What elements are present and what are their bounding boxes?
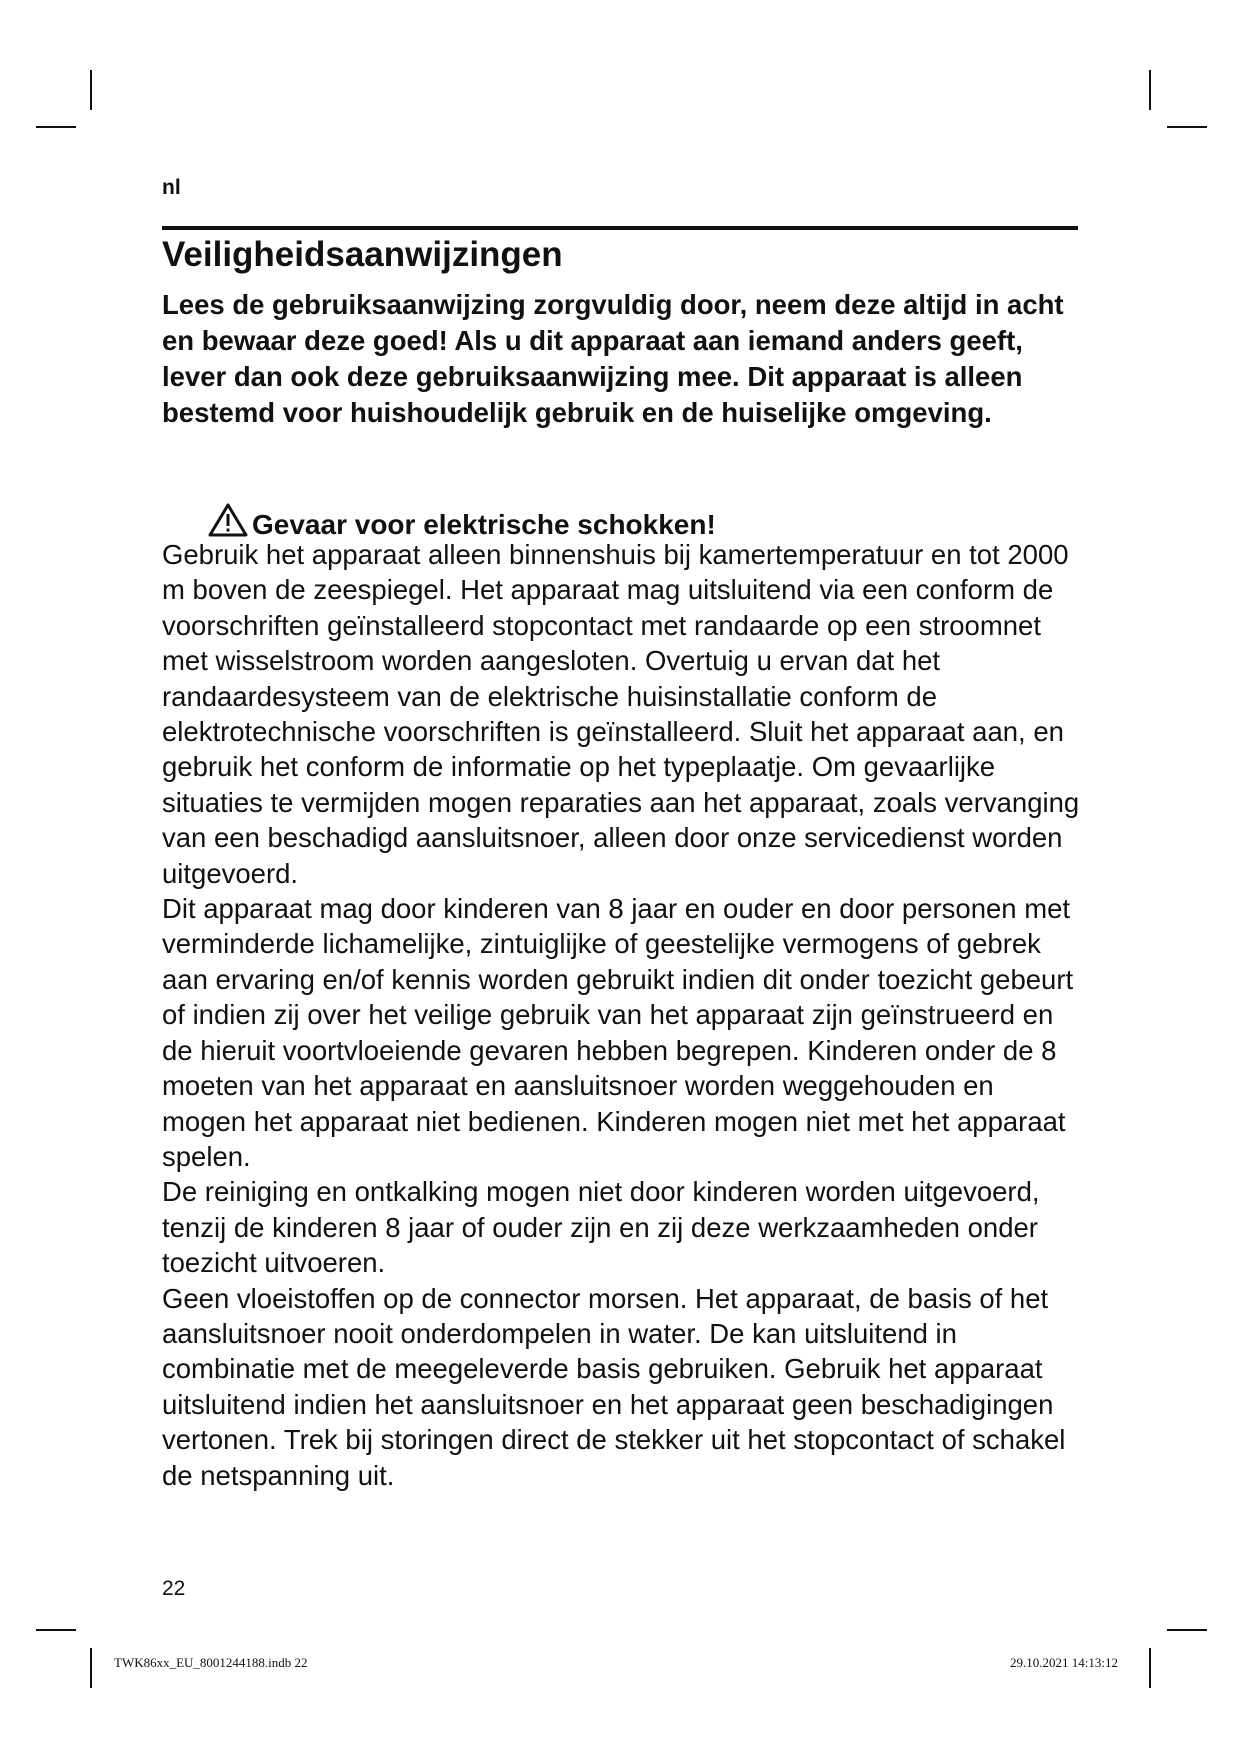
crop-mark-bottom-right-horizontal [1167,1629,1207,1631]
crop-mark-top-left-vertical [90,70,92,110]
crop-mark-bottom-left-vertical [90,1648,92,1688]
paragraph-liquids: Geen vloeistoffen op de connector morsen. Het apparaat, de basis of het aansluitsnoer nooit onderdompelen in water. De kan uitsluitend in combinatie met de meegeleverde basis gebruiken. Gebruik het apparaat uitsluitend indien het aansluitsnoer en het apparaat geen beschadigingen vertonen. Trek bij storingen direct de stekker uit het stopcontact of schakel de netspanning uit. [162,1282,1066,1491]
print-footer-file: TWK86xx_EU_8001244188.indb 22 [114,1655,308,1670]
crop-mark-bottom-right-vertical [1149,1648,1151,1688]
paragraph-electrical: Gebruik het apparaat alleen binnenshuis bij kamertemperatuur en tot 2000 m boven de zeespiegel. Het apparaat mag uitsluitend via een conform de voorschriften geïnstalleerd stopcontact met randaarde op een stroomnet met wisselstroom worden aangesloten. Overtuig u ervan dat het randaardesysteem van de elektrische huisinstallatie conform de elektrotechnische voorschriften is geïnstalleerd. Sluit het apparaat aan, en gebruik het conform de informatie op het typeplaatje. Om gevaarlijke situaties te vermijden mogen reparaties aan het apparaat, zoals vervanging van een beschadigd aansluitsnoer, alleen door onze servicedienst worden uitgevoerd. [162,539,1080,889]
intro-paragraph: Lees de gebruiksaanwijzing zorgvuldig door, neem deze altijd in acht en bewaar deze goed! Als u dit apparaat aan iemand anders geeft, lever dan ook deze gebruiksaanwijzing mee. Dit apparaat is alleen bestemd voor huishoudelijk gebruik en de huiselijke omgeving. [162,289,1064,428]
warning-heading-text: Gevaar voor elektrische schokken! [252,508,716,540]
paragraph-cleaning: De reiniging en ontkalking mogen niet door kinderen worden uitgevoerd, tenzij de kinderen 8 jaar of ouder zijn en zij deze werkzaamheden onder toezicht uitvoeren. [162,1176,1040,1279]
body-text [162,537,1082,1493]
section-title: Veiligheidsaanwijzingen [162,235,563,274]
crop-mark-top-right-vertical [1149,70,1151,110]
print-footer-datetime: 29.10.2021 14:13:12 [1010,1655,1118,1670]
crop-mark-bottom-left-horizontal [36,1629,76,1631]
page-number: 22 [162,1577,186,1600]
paragraph-children: Dit apparaat mag door kinderen van 8 jaar en ouder en door personen met verminderde lichamelijke, zintuiglijke of geestelijke vermogens of gebrek aan ervaring en/of kennis worden gebruikt indien dit onder toezicht gebeurt of indien zij over het veilige gebruik van het apparaat zijn geïnstrueerd en de hieruit voortvloeiende gevaren hebben begrepen. Kinderen onder de 8 moeten van het apparaat en aansluitsnoer worden weggehouden en mogen het apparaat niet bedienen. Kinderen mogen niet met het apparaat spelen. [162,893,1074,1172]
crop-mark-top-right-horizontal [1167,126,1207,128]
language-label: nl [162,176,181,199]
crop-mark-top-left-horizontal [36,126,76,128]
section-rule [162,226,1078,230]
